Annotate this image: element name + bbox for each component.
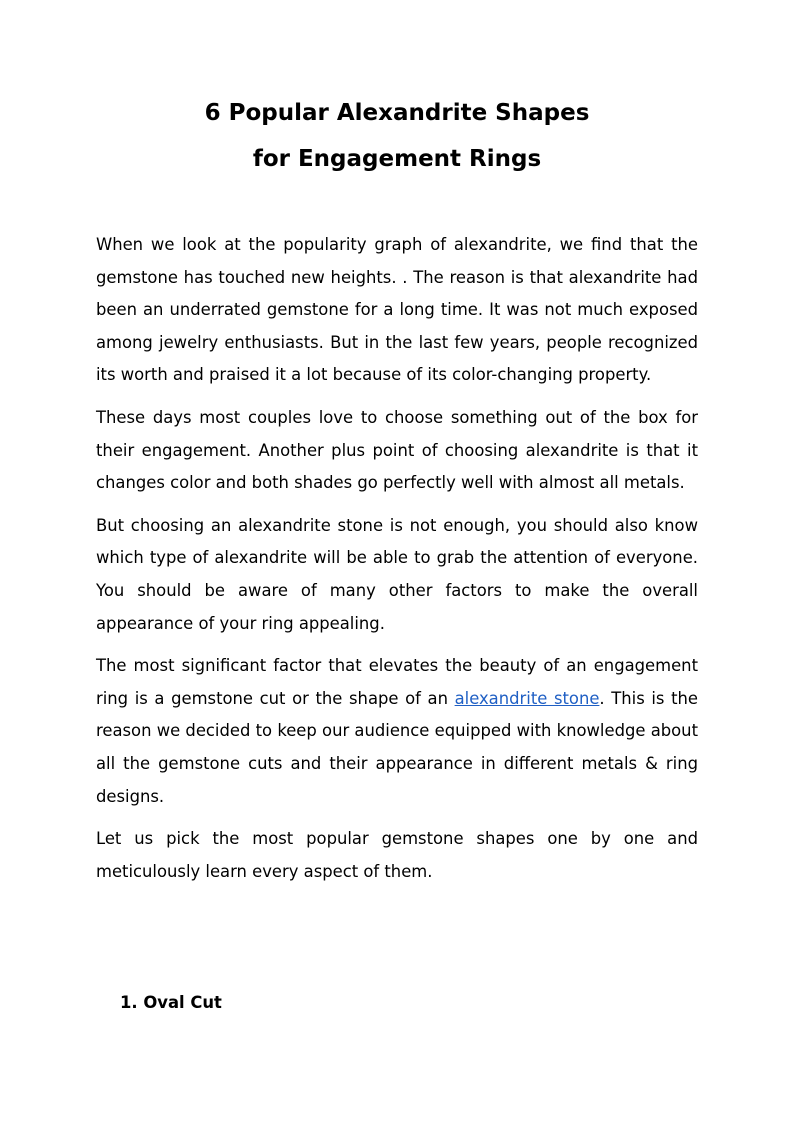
article-body: [96, 229, 698, 898]
title-line-1: 6 Popular Alexandrite Shapes: [204, 100, 590, 126]
section-heading-oval-cut: 1. Oval Cut: [120, 993, 222, 1012]
paragraph-choosing: But choosing an alexandrite stone is not enough, you should also know which type of alexandrite will be able to grab the attention of everyone. You should be aware of many other factors to make the overall appearance of your ring appealing.: [96, 515, 698, 633]
paragraph-significant-factor: [96, 650, 698, 813]
paragraph-text-before-link: The most significant factor that elevates the beauty of an engagement ring is a gemstone cut or the shape of an: [96, 656, 698, 708]
paragraph-couples: These days most couples love to choose something out of the box for their engagement. Another plus point of choosing alexandrite is that it changes color and both shades go perfectly well with almost all metals.: [96, 407, 698, 493]
paragraph-text-after-link: . This is the reason we decided to keep our audience equipped with knowledge about all the gemstone cuts and their appearance in different metals & ring designs.: [96, 688, 698, 806]
paragraph-intro: When we look at the popularity graph of alexandrite, we find that the gemstone has touched new heights. . The reason is that alexandrite had been an underrated gemstone for a long time. It was not much exposed among jewelry enthusiasts. But in the last few years, people recognized its worth and praised it a lot because of its color-changing property.: [96, 235, 698, 385]
page-title: [96, 90, 698, 182]
alexandrite-stone-link[interactable]: alexandrite stone: [454, 688, 600, 708]
title-line-2: for Engagement Rings: [252, 146, 542, 172]
paragraph-pick-shapes: Let us pick the most popular gemstone shapes one by one and meticulously learn every aspect of them.: [96, 829, 698, 881]
